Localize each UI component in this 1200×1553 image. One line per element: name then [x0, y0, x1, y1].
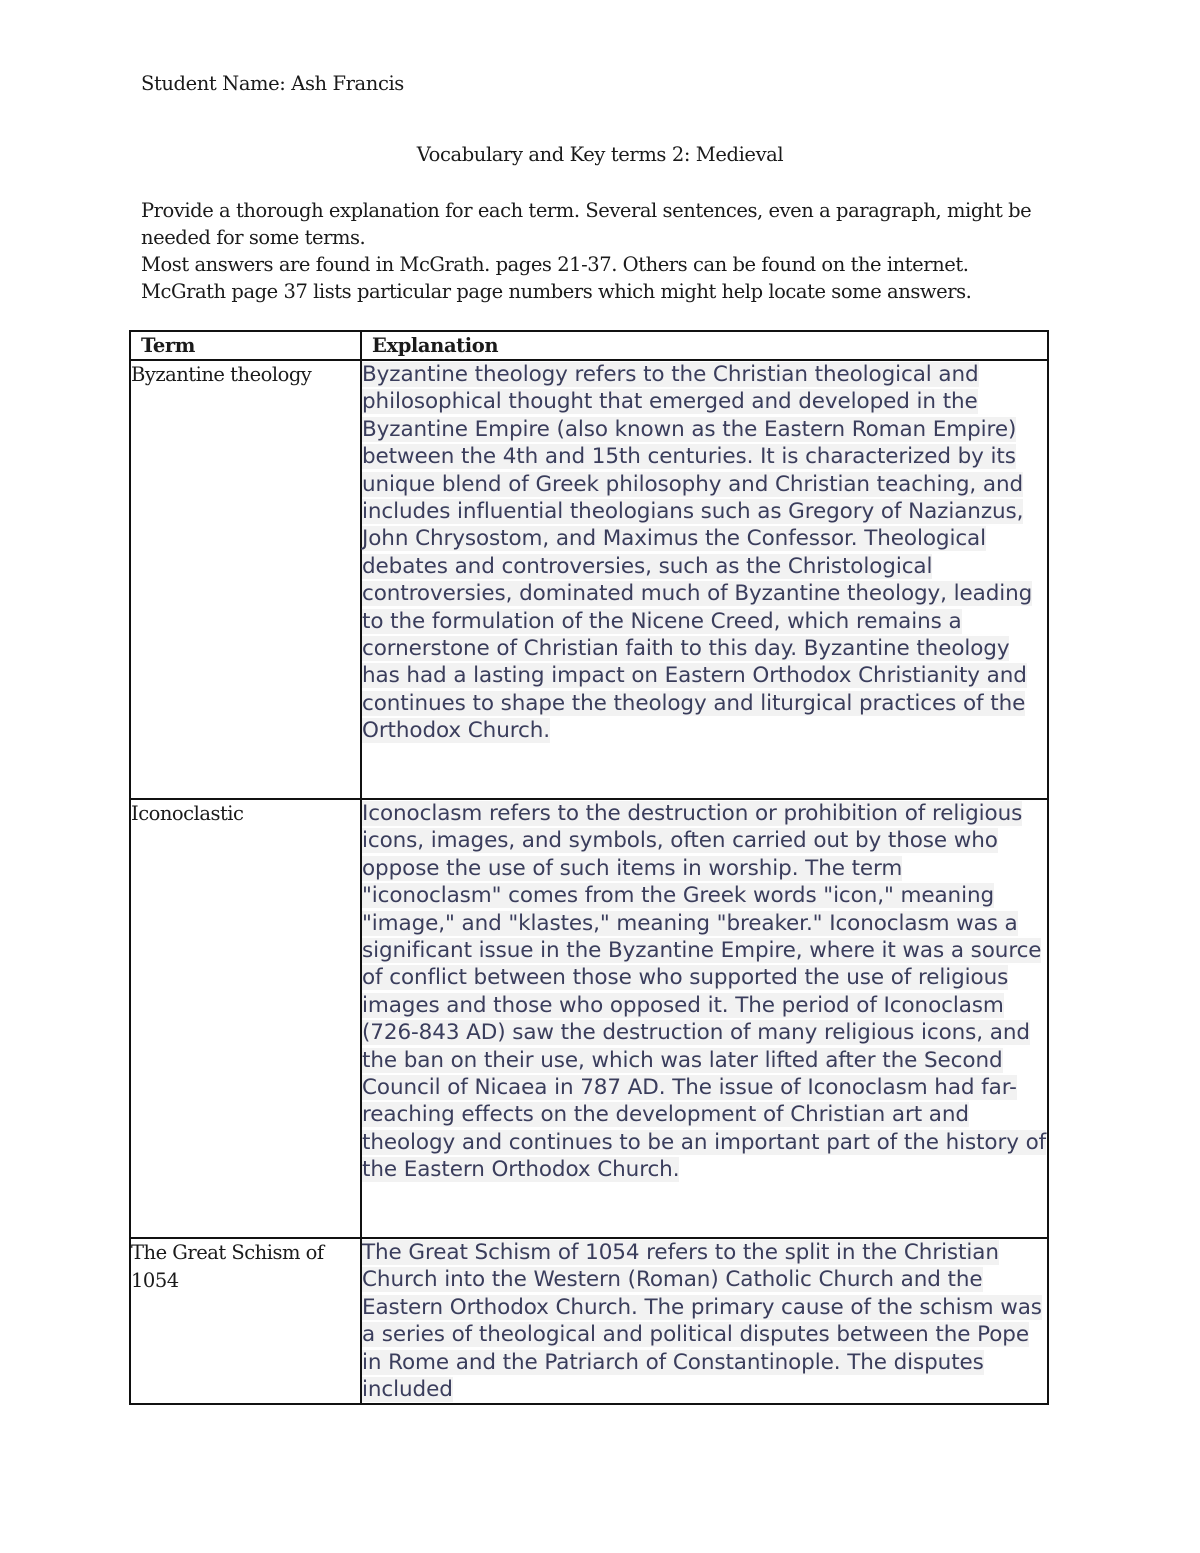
term-cell: The Great Schism of 1054 — [130, 1238, 361, 1404]
instructions-line-1: Provide a thorough explanation for each term. Several sentences, even a paragraph, might be needed for some terms. — [141, 199, 1032, 249]
document-title: Vocabulary and Key terms 2: Medieval — [416, 143, 784, 166]
explanation-cell — [361, 360, 1048, 799]
vocabulary-table — [129, 330, 1049, 1405]
table-row — [130, 799, 1048, 1238]
explanation-column-header: Explanation — [361, 331, 1048, 360]
term-cell: Iconoclastic — [130, 799, 361, 1238]
explanation-text: The Great Schism of 1054 refers to the split in the Christian Church into the Western (Roman) Catholic Church and the Eastern Orthodox Church. The primary cause of the schism was a series of theological and political disputes between the Pope in Rome and the Patriarch of Constantinople. The disputes included — [362, 1240, 1042, 1403]
table-row — [130, 1238, 1048, 1404]
explanation-cell — [361, 799, 1048, 1238]
instructions — [141, 197, 1056, 305]
term-column-header: Term — [130, 331, 361, 360]
table-row — [130, 360, 1048, 799]
explanation-text: Iconoclasm refers to the destruction or prohibition of religious icons, images, and symbols, often carried out by those who oppose the use of such items in worship. The term "iconoclasm" comes from the Greek words "icon," meaning "image," and "klastes," meaning "breaker." Iconoclasm was a significant issue in the Byzantine Empire, where it was a source of conflict between those who supported the use of religious images and those who opposed it. The period of Iconoclasm (726-843 AD) saw the destruction of many religious icons, and the ban on their use, which was later lifted after the Second Council of Nicaea in 787 AD. The issue of Iconoclasm had far-reaching effects on the development of Christian art and theology and continues to be an important part of the history of the Eastern Orthodox Church. — [362, 801, 1047, 1183]
explanation-text: Byzantine theology refers to the Christian theological and philosophical thought that emerged and developed in the Byzantine Empire (also known as the Eastern Roman Empire) between the 4th and 15th centuries. It is characterized by its unique blend of Greek philosophy and Christian teaching, and includes influential theologians such as Gregory of Nazianzus, John Chrysostom, and Maximus the Confessor. Theological debates and controversies, such as the Christological controversies, dominated much of Byzantine theology, leading to the formulation of the Nicene Creed, which remains a cornerstone of Christian faith to this day. Byzantine theology has had a lasting impact on Eastern Orthodox Christianity and continues to shape the theology and liturgical practices of the Orthodox Church. — [362, 362, 1033, 744]
student-name: Student Name: Ash Francis — [141, 72, 404, 95]
term-cell: Byzantine theology — [130, 360, 361, 799]
instructions-line-2: Most answers are found in McGrath. pages 21-37. Others can be found on the internet. McGrath page 37 lists particular page numbers which might help locate some answers. — [141, 253, 972, 303]
explanation-cell — [361, 1238, 1048, 1404]
table-header-row — [130, 331, 1048, 360]
